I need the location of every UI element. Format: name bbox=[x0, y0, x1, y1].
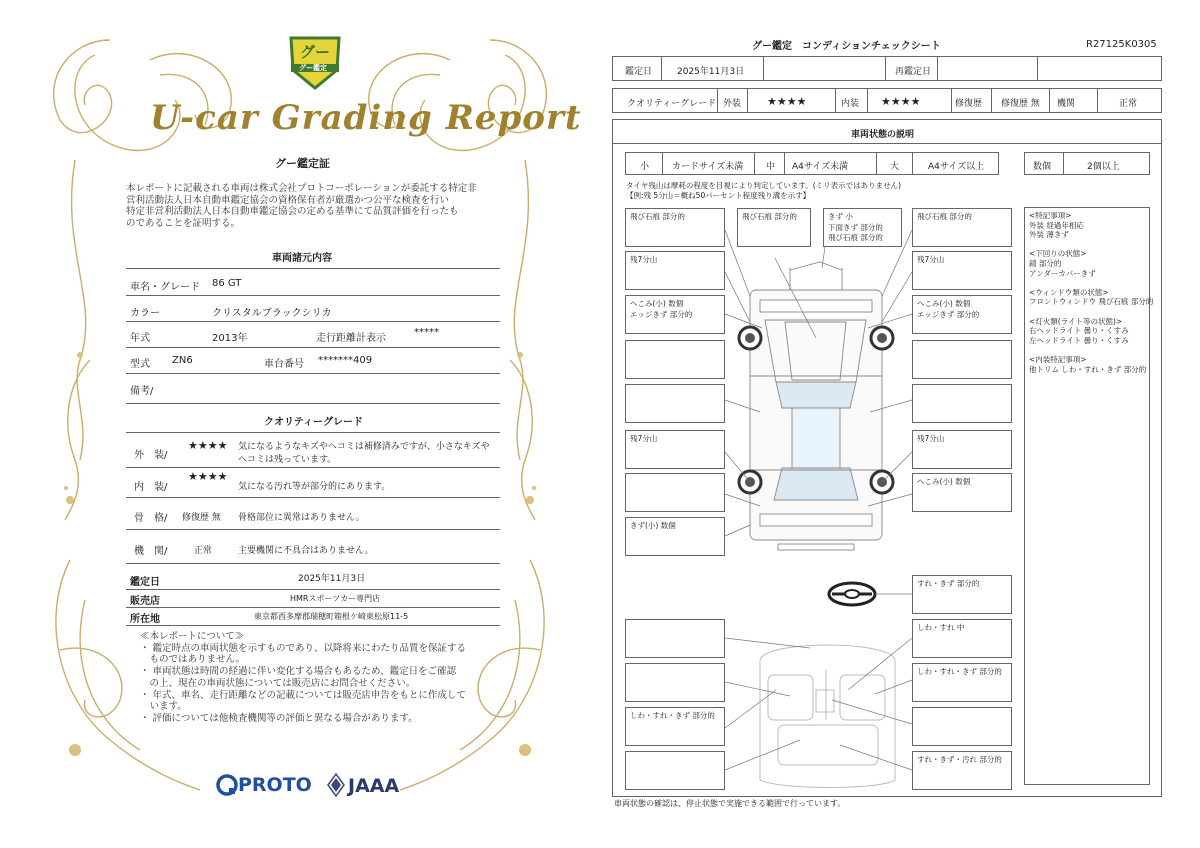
spec-row-model bbox=[126, 348, 500, 374]
exterior-right-box bbox=[912, 384, 1012, 423]
label: 備考/ bbox=[130, 386, 154, 397]
quality-row-exterior bbox=[126, 434, 500, 468]
special-note-line: アンダーカバーきず bbox=[1029, 268, 1096, 278]
interior-left-box bbox=[625, 619, 725, 658]
quality-row-interior bbox=[126, 468, 500, 498]
special-note-line: フロントウィンドウ 飛び石痕 部分的 bbox=[1029, 297, 1154, 307]
stars: ★★★★ bbox=[188, 470, 228, 483]
label: 販売店 bbox=[130, 596, 160, 607]
value: A4サイズ以上 bbox=[928, 162, 985, 172]
text: 気になるようなキズやヘコミは補修済みですが、小さなキズや bbox=[238, 442, 490, 452]
exterior-right-box bbox=[912, 473, 1012, 512]
label: 走行距離計表示 bbox=[316, 333, 386, 344]
annotation-text: 飛び石痕 部分的 bbox=[630, 212, 685, 221]
label: 内 装/ bbox=[134, 482, 168, 493]
stars: ★★★★ bbox=[188, 439, 228, 452]
certificate-intro bbox=[126, 183, 506, 229]
value: 2025年11月3日 bbox=[677, 67, 745, 77]
exterior-left-box bbox=[625, 251, 725, 290]
exterior-right-box bbox=[912, 208, 1012, 247]
exterior-left-box bbox=[625, 208, 725, 247]
special-note-line: <ウィンドウ類の状態> bbox=[1029, 287, 1109, 297]
interior-right-box bbox=[912, 707, 1012, 746]
value: 86 GT bbox=[212, 278, 242, 289]
annotation-text: 飛び石痕 部分的 bbox=[742, 212, 797, 221]
spec-row-name bbox=[126, 270, 500, 296]
sheet-title: グー鑑定 コンディションチェックシート bbox=[752, 41, 941, 52]
exterior-left-box bbox=[625, 473, 725, 512]
quality-row-engine bbox=[126, 530, 500, 564]
exterior-left-box bbox=[625, 430, 725, 469]
annotation-text: へこみ(小) 数個 bbox=[917, 477, 971, 486]
intro-line: のであることを証明する。 bbox=[126, 217, 241, 229]
reference-number: R27125K0305 bbox=[1086, 39, 1157, 50]
value: ***** bbox=[414, 327, 439, 338]
value: ★★★★ bbox=[767, 95, 807, 108]
exterior-top-box bbox=[823, 208, 902, 247]
steering-wheel-icon bbox=[829, 583, 875, 605]
annotation-text: 残7分山 bbox=[630, 434, 658, 443]
value: クリスタルブラックシリカ bbox=[212, 308, 332, 319]
exterior-left-box bbox=[625, 295, 725, 334]
appraisal-row-address bbox=[126, 608, 500, 626]
value: 2025年11月3日 bbox=[298, 574, 366, 584]
intro-line: 特定非営利活動法人日本自動車鑑定協会の定める基準にて品質評価を行ったも bbox=[126, 206, 459, 217]
label: 小 bbox=[640, 162, 650, 172]
exterior-left-box bbox=[625, 517, 725, 556]
label: 外 装/ bbox=[134, 450, 168, 461]
note-line: います。 bbox=[140, 701, 187, 713]
jaaa-logo bbox=[326, 772, 416, 798]
value: HMRスポーツカー専門店 bbox=[290, 594, 381, 603]
label: 内装 bbox=[841, 99, 860, 109]
label: 大 bbox=[890, 162, 900, 172]
text: 骨格部位に異常はありません。 bbox=[238, 513, 365, 523]
text: 気になる汚れ等が部分的にあります。 bbox=[238, 482, 391, 492]
label: 機関 bbox=[1057, 99, 1076, 109]
notes-title: ≪本レポートについて≫ bbox=[140, 631, 245, 642]
goo-badge-logo bbox=[287, 32, 343, 92]
spec-row-notes bbox=[126, 374, 500, 404]
certificate-subtitle: グー鑑定証 bbox=[275, 157, 330, 170]
label: 車台番号 bbox=[264, 359, 304, 370]
label: 鑑定日 bbox=[625, 67, 653, 77]
exterior-left-box bbox=[625, 384, 725, 423]
proto-mark-icon bbox=[216, 774, 238, 796]
label: 骨 格/ bbox=[134, 513, 168, 524]
annotation-text: きず(小) 数個 bbox=[630, 521, 676, 530]
label: 所在地 bbox=[130, 614, 160, 625]
interior-right-box bbox=[912, 663, 1012, 702]
exterior-right-box bbox=[912, 251, 1012, 290]
value: *******409 bbox=[318, 355, 373, 366]
exterior-left-box bbox=[625, 340, 725, 379]
quality-row-frame bbox=[126, 498, 500, 530]
note-line: の上、現在の車両状態については販売店にお問合せください。 bbox=[140, 677, 416, 689]
special-note-line: 錆 部分的 bbox=[1029, 258, 1062, 268]
note-line: ・ 鑑定時点の車両状態を示すものであり、以降将来にわたり品質を保証する bbox=[140, 642, 467, 654]
interior-left-box bbox=[625, 751, 725, 790]
note-line: ・ 年式、車名、走行距離などの記載については販売店申告をもとに作成して bbox=[140, 689, 466, 701]
annotation-text: 飛び石痕 部分的 bbox=[917, 212, 972, 221]
interior-right-box bbox=[912, 619, 1012, 658]
svg-text:グー: グー bbox=[299, 43, 331, 61]
exterior-right-box bbox=[912, 295, 1012, 334]
proto-logo bbox=[216, 772, 316, 798]
jaaa-mark-icon bbox=[326, 772, 346, 798]
label: カラー bbox=[130, 308, 160, 319]
annotation-text: しわ・すれ 中 bbox=[917, 623, 965, 632]
annotation-text: しわ・すれ・きず 部分的 bbox=[630, 711, 715, 720]
annotation-text: 残7分山 bbox=[917, 255, 945, 264]
special-note-line: 外装 経過年相応 bbox=[1029, 220, 1084, 230]
text: ヘコミは残っています。 bbox=[238, 455, 337, 465]
spec-row-year bbox=[126, 322, 500, 348]
special-note-line: <内装特記事項> bbox=[1029, 354, 1087, 364]
note-line: ものではありません。 bbox=[140, 654, 246, 666]
label: 型式 bbox=[130, 359, 150, 370]
annotation-text: へこみ(小) 数個 エッジきず 部分的 bbox=[917, 299, 980, 319]
interior-right-box bbox=[912, 751, 1012, 790]
jaaa-text: JAAA bbox=[348, 775, 400, 797]
annotation-text: 残7分山 bbox=[917, 434, 945, 443]
special-note-line: 右ヘッドライト 曇り・くすみ bbox=[1029, 326, 1129, 336]
interior-left-box bbox=[625, 663, 725, 702]
report-script-title: U-car Grading Report bbox=[150, 98, 582, 138]
spec-header: 車両諸元内容 bbox=[272, 253, 332, 264]
value: 修復歴 無 bbox=[182, 513, 221, 523]
section-title: 車両状態の説明 bbox=[851, 130, 915, 140]
report-notes bbox=[140, 631, 500, 725]
label: 鑑定日 bbox=[130, 577, 160, 588]
annotation-text: 残7分山 bbox=[630, 255, 658, 264]
special-note-line: 左ヘッドライト 曇り・くすみ bbox=[1029, 335, 1129, 345]
interior-left-box bbox=[625, 707, 725, 746]
note-line: ・ 評価については他検査機関等の評価と異なる場合があります。 bbox=[140, 712, 418, 724]
value: ZN6 bbox=[172, 355, 193, 366]
label: 外装 bbox=[723, 99, 742, 109]
note-line: ・ 車両状態は時間の経過に伴い変化する場合もあるため、鑑定日をご確認 bbox=[140, 666, 457, 678]
value: 東京都西多摩郡瑞穂町箱根ケ崎東松原11-5 bbox=[254, 612, 409, 621]
label: 車名・グレード bbox=[130, 282, 200, 293]
special-note-line: <特記事項> bbox=[1029, 211, 1072, 220]
value: 正常 bbox=[194, 546, 213, 556]
condition-check-sheet bbox=[600, 0, 1200, 848]
tire-note: タイヤ残山は摩耗の程度を目視により判定しています。(ミリ表示ではありません) bbox=[626, 181, 902, 190]
annotation-text: へこみ(小) 数個 エッジきず 部分的 bbox=[630, 299, 693, 319]
tire-note: 【例:残 5分山＝概ね50パーセント程度残り溝を示す】 bbox=[626, 191, 811, 200]
intro-line: 営利活動法人日本自動車鑑定協会の資格保有者が厳選かつ公平な検査を行い bbox=[126, 194, 450, 206]
annotation-text: すれ・きず・汚れ 部分的 bbox=[917, 755, 1002, 764]
badge-label: グー鑑定 bbox=[299, 64, 327, 72]
special-note-line: <下回りの状態> bbox=[1029, 249, 1087, 259]
annotation-text: きず 小 下面きず 部分的 飛び石痕 部分的 bbox=[828, 212, 883, 242]
value: A4サイズ未満 bbox=[792, 162, 849, 172]
appraisal-row-shop bbox=[126, 590, 500, 608]
exterior-right-box bbox=[912, 340, 1012, 379]
label: 数個 bbox=[1033, 162, 1052, 172]
value: 2個以上 bbox=[1087, 162, 1120, 172]
value: ★★★★ bbox=[881, 95, 921, 108]
value: 2013年 bbox=[212, 333, 248, 344]
label: 機 関/ bbox=[134, 546, 168, 557]
intro-line: 本レポートに記載される車両は株式会社プロトコーポレーションが委託する特定非 bbox=[126, 183, 477, 194]
value: 正常 bbox=[1119, 99, 1138, 109]
value: カードサイズ未満 bbox=[672, 162, 744, 172]
special-note-line: <灯火類(ライト等の状態)> bbox=[1029, 316, 1123, 326]
label: 中 bbox=[766, 162, 776, 172]
value: 修復歴 無 bbox=[1001, 99, 1040, 109]
sheet-footer: 車両状態の確認は、停止状態で実施できる範囲で行っています。 bbox=[614, 799, 846, 808]
label: クオリティーグレード bbox=[627, 99, 717, 109]
annotation-text: すれ・きず 部分的 bbox=[917, 579, 980, 588]
label: 修復歴 bbox=[955, 99, 983, 109]
label: 年式 bbox=[130, 333, 150, 344]
label: 再鑑定日 bbox=[895, 67, 932, 77]
special-note-line: 外装 薄きず bbox=[1029, 230, 1069, 240]
text: 主要機関に不具合はありません。 bbox=[238, 546, 374, 556]
interior-right-box bbox=[912, 575, 1012, 614]
quality-header: クオリティーグレード bbox=[264, 417, 363, 428]
exterior-top-box bbox=[737, 208, 811, 247]
proto-text: PROTO bbox=[238, 774, 312, 796]
annotation-text: しわ・すれ・きず 部分的 bbox=[917, 667, 1002, 676]
spec-row-color bbox=[126, 296, 500, 322]
appraisal-row-date bbox=[126, 566, 500, 590]
exterior-right-box bbox=[912, 430, 1012, 469]
special-note-line: 他トリム しわ・すれ・きず 部分的 bbox=[1029, 364, 1147, 374]
